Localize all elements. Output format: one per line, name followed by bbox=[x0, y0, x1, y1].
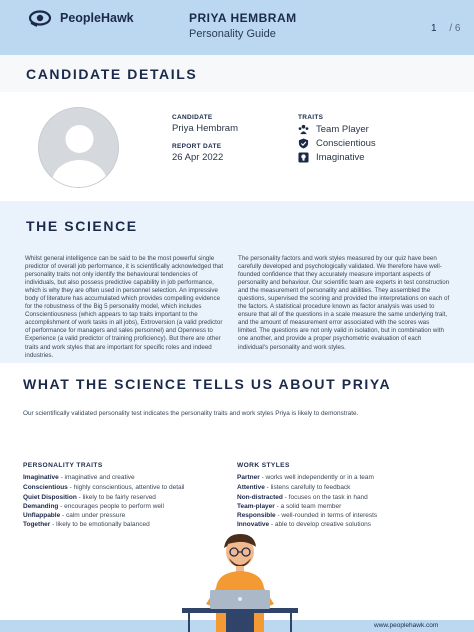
lightbulb-icon bbox=[298, 152, 309, 163]
avatar bbox=[38, 107, 119, 188]
personality-traits-title: PERSONALITY TRAITS bbox=[23, 462, 103, 469]
science-left-text: Whilst general intelligence can be said to be the most powerful single predictor of overall job performance, it is scientifically acknowledged that personality traits not only identify the behavioural tendencies of individuals, but also possess predictive capability in job performance, which is why they are often used in personnel selection. An impressive body of literature has accumulated which provides compelling evidence for the robustness of the Big 5 personality model, which includes Conscientiousness (which appears to tap traits important to the accomplishment of work tasks in all jobs), Extroversion (a valid predictor of performance for managers and sales personnel) and Openness to Experience (a valid predictor of training proficiency). But there are other traits and work styles that are important for specific roles and indeed industries. bbox=[25, 255, 224, 359]
user-silhouette-icon bbox=[39, 108, 119, 188]
list-item: Unflappable - calm under pressure bbox=[23, 512, 126, 519]
list-item: Demanding - encourages people to perform well bbox=[23, 503, 164, 510]
report-date-label: REPORT DATE bbox=[172, 143, 222, 150]
list-item: Attentive - listens carefully to feedback bbox=[237, 484, 351, 491]
hawk-eye-icon bbox=[28, 9, 56, 27]
trait-item-team-player bbox=[298, 124, 369, 135]
list-item: Together - likely to be emotionally balanced bbox=[23, 521, 150, 528]
list-item: Partner - works well independently or in a team bbox=[237, 474, 374, 481]
trait-label: Conscientious bbox=[316, 138, 376, 149]
trait-item-conscientious bbox=[298, 138, 376, 149]
person-at-laptop-illustration bbox=[180, 530, 300, 632]
work-styles-title: WORK STYLES bbox=[237, 462, 290, 469]
page-header bbox=[0, 0, 474, 55]
list-item: Innovative - able to develop creative solutions bbox=[237, 521, 372, 528]
traits-label: TRAITS bbox=[298, 114, 324, 121]
page-total: / 6 bbox=[449, 23, 461, 34]
team-icon bbox=[298, 124, 309, 135]
footer-url[interactable]: www.peoplehawk.com bbox=[374, 622, 439, 629]
candidate-value: Priya Hembram bbox=[172, 123, 238, 134]
page-indicator bbox=[431, 23, 460, 34]
candidate-label: CANDIDATE bbox=[172, 114, 213, 121]
page-current: 1 bbox=[431, 23, 437, 34]
list-item: Quiet Disposition - likely to be fairly reserved bbox=[23, 494, 156, 501]
candidate-details-title: CANDIDATE DETAILS bbox=[26, 66, 198, 82]
trait-label: Team Player bbox=[316, 124, 369, 135]
tells-title: WHAT THE SCIENCE TELLS US ABOUT PRIYA bbox=[23, 376, 392, 392]
science-right-text: The personality factors and work styles measured by our quiz have been carefully developed and psychologically validated. We therefore have well-founded confidence that they accurately measure important aspects of personality and behaviour. Our scientific team are experts in test construction and the measurement of personality and abilities. They assembled the questions, supervised the scoring and provided the interpretations on each of the factors. A statistical procedure known as factor analysis was used to ensure that all of the questions in a scale measure the same underlying trait, and the amount of measurement error associated with the scores was limited. The questions are not only valid in isolation, but in combination with one another, and provide a proper psychometric evaluation of each individual's personality and work styles. bbox=[238, 255, 450, 351]
trait-item-imaginative bbox=[298, 152, 365, 163]
header-candidate-name: PRIYA HEMBRAM bbox=[189, 11, 297, 25]
list-item: Responsible - well-rounded in terms of interests bbox=[237, 512, 378, 519]
header-subtitle: Personality Guide bbox=[189, 28, 276, 40]
tells-intro: Our scientifically validated personality test indicates the personality traits and work styles Priya is likely to demonstrate. bbox=[23, 410, 359, 417]
brand-name: PeopleHawk bbox=[60, 11, 134, 25]
shield-icon bbox=[298, 138, 309, 149]
trait-label: Imaginative bbox=[316, 152, 365, 163]
list-item: Non-distracted - focuses on the task in hand bbox=[237, 494, 368, 501]
list-item: Team-player - a solid team member bbox=[237, 503, 342, 510]
report-date-value: 26 Apr 2022 bbox=[172, 152, 224, 163]
science-title: THE SCIENCE bbox=[26, 218, 138, 234]
list-item: Conscientious - highly conscientious, attentive to detail bbox=[23, 484, 185, 491]
brand-logo bbox=[28, 9, 134, 27]
list-item: Imaginative - imaginative and creative bbox=[23, 474, 135, 481]
